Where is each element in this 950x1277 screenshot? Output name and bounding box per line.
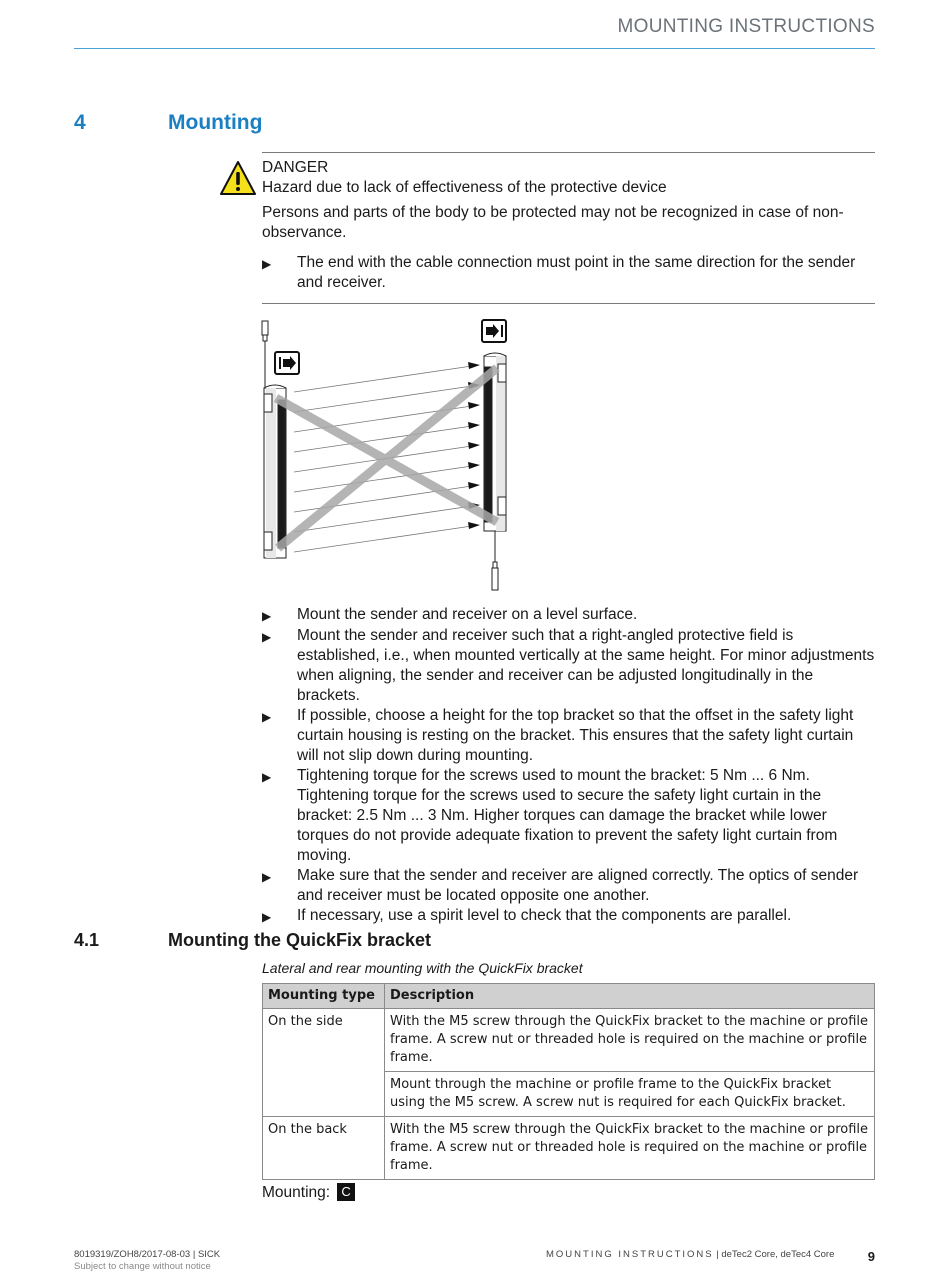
list-item xyxy=(262,906,875,927)
page-number: 9 xyxy=(867,1249,875,1264)
list-item-text: If necessary, use a spirit level to check that the components are parallel. xyxy=(297,907,792,924)
list-item-text: Mount the sender and receiver such that a right-angled protective field is established, i.e., when mounted vertically at the same height. For minor adjustments when aligning, the sender and receiver can be adjusted longitudinally in the brackets. xyxy=(297,627,875,704)
list-item xyxy=(262,766,875,866)
bullet-arrow-icon: ▶ xyxy=(262,630,272,644)
footer-notice: Subject to change without notice xyxy=(74,1261,211,1272)
list-item-text: Mount the sender and receiver on a level surface. xyxy=(297,606,638,623)
bullet-arrow-icon: ▶ xyxy=(262,710,272,724)
receiver-cable xyxy=(492,531,498,590)
footer-center xyxy=(546,1249,834,1260)
description-cell: With the M5 screw through the QuickFix bracket to the machine or profile frame. A screw nut or threaded hole is required on the machine or profile frame. xyxy=(385,1117,875,1180)
danger-bullet xyxy=(262,253,875,293)
section-number: 4 xyxy=(74,111,86,134)
mounting-figure xyxy=(250,312,530,594)
bullet-arrow-icon: ▶ xyxy=(262,870,272,884)
description-cell: Mount through the machine or profile frame to the QuickFix bracket using the M5 screw. A screw nut is required for each QuickFix bracket. xyxy=(385,1072,875,1117)
danger-top-rule xyxy=(262,152,875,153)
table-caption: Lateral and rear mounting with the QuickFix bracket xyxy=(262,960,583,976)
header-rule xyxy=(74,48,875,49)
sender-device xyxy=(264,385,286,558)
danger-subtitle: Hazard due to lack of effectiveness of the protective device xyxy=(262,179,667,196)
section-title: Mounting xyxy=(168,111,263,134)
sender-cable xyxy=(262,321,268,387)
list-item xyxy=(262,626,875,706)
mounting-type-cell: On the side xyxy=(263,1009,385,1117)
running-header: MOUNTING INSTRUCTIONS xyxy=(617,16,875,37)
description-cell: With the M5 screw through the QuickFix bracket to the machine or profile frame. A screw nut or threaded hole is required on the machine or profile frame. xyxy=(385,1009,875,1072)
danger-bottom-rule xyxy=(262,303,875,304)
column-header: Description xyxy=(385,984,875,1009)
subsection-number: 4.1 xyxy=(74,930,100,950)
list-item xyxy=(262,866,875,906)
danger-label: DANGER xyxy=(262,159,329,176)
mounting-type-cell: On the back xyxy=(263,1117,385,1180)
subsection-title: Mounting the QuickFix bracket xyxy=(168,930,432,950)
danger-bullet-text: The end with the cable connection must point in the same direction for the sender and receiver. xyxy=(297,254,856,291)
mounting-badge: C xyxy=(337,1183,354,1201)
list-item xyxy=(262,706,875,766)
footer-doc-type: MOUNTING INSTRUCTIONS xyxy=(546,1249,714,1260)
danger-text: Persons and parts of the body to be protected may not be recognized in case of non-observance. xyxy=(262,204,844,241)
list-item-text: Make sure that the sender and receiver are aligned correctly. The optics of sender and receiver must be located opposite one another. xyxy=(297,867,859,904)
incorrect-mounting-cross xyxy=(276,368,497,548)
bullet-arrow-icon: ▶ xyxy=(262,609,272,623)
list-item-text: Tightening torque for the screws used to mount the bracket: 5 Nm ... 6 Nm. Tightening torque for the screws used to secure the safety light curtain in the bracket: 2.5 Nm ... 3 Nm. Higher torques can damage the bracket while lower torques do not provide adequate fixation to prevent the safety light curtain from moving. xyxy=(297,767,838,864)
sender-symbol-icon xyxy=(275,352,299,374)
warning-triangle-icon xyxy=(219,160,257,196)
table-row xyxy=(263,1117,875,1180)
mounting-label: Mounting: xyxy=(262,1184,331,1201)
bullet-arrow-icon: ▶ xyxy=(262,910,272,924)
list-item xyxy=(262,605,875,626)
mounting-line xyxy=(262,1183,355,1203)
footer-left xyxy=(74,1249,220,1273)
footer-products: | deTec2 Core, deTec4 Core xyxy=(716,1249,835,1260)
footer-doc-id: 8019319/ZOH8/2017-08-03 | SICK xyxy=(74,1249,221,1260)
bullet-arrow-icon: ▶ xyxy=(262,770,272,784)
bullet-arrow-icon: ▶ xyxy=(262,257,272,271)
mounting-table xyxy=(262,983,875,1180)
receiver-symbol-icon xyxy=(482,320,506,342)
table-header-row xyxy=(263,984,875,1009)
list-item-text: If possible, choose a height for the top bracket so that the offset in the safety light curtain housing is resting on the bracket. This ensures that the safety light curtain will not slip down during mounting. xyxy=(297,707,854,764)
mounting-bullet-list xyxy=(262,605,875,927)
column-header: Mounting type xyxy=(263,984,385,1009)
table-row xyxy=(263,1009,875,1072)
